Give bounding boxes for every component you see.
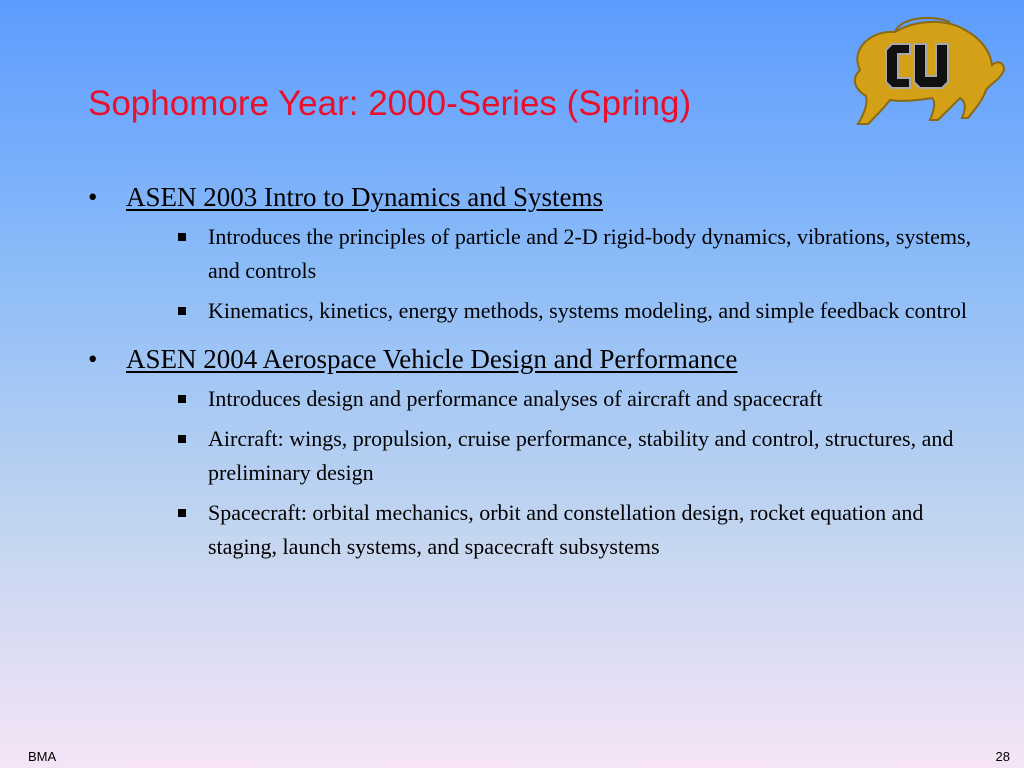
list-item <box>126 294 968 328</box>
course-item <box>88 180 972 328</box>
square-bullet-icon <box>178 307 186 315</box>
list-item <box>126 422 968 490</box>
square-bullet-icon <box>178 435 186 443</box>
course-list <box>88 180 972 570</box>
detail-text: Aircraft: wings, propulsion, cruise performance, stability and control, structures, and preliminary design <box>208 426 954 485</box>
detail-text: Spacecraft: orbital mechanics, orbit and constellation design, rocket equation and staging, launch systems, and spacecraft subsystems <box>208 500 924 559</box>
detail-text: Introduces design and performance analyses of aircraft and spacecraft <box>208 386 823 411</box>
cu-letters <box>886 44 948 88</box>
buffalo-body <box>855 22 1004 124</box>
list-item <box>126 220 972 288</box>
footer-author: BMA <box>28 749 57 764</box>
square-bullet-icon <box>178 509 186 517</box>
slide-title: Sophomore Year: 2000-Series (Spring) <box>88 84 692 123</box>
detail-text: Introduces the principles of particle and 2-D rigid-body dynamics, vibrations, systems, and controls <box>208 224 972 283</box>
cu-buffalo-logo-icon <box>840 10 1008 132</box>
course-details <box>126 220 972 328</box>
square-bullet-icon <box>178 233 186 241</box>
list-item <box>126 496 968 564</box>
square-bullet-icon <box>178 395 186 403</box>
detail-text: Kinematics, kinetics, energy methods, systems modeling, and simple feedback control <box>208 298 968 323</box>
bullet-icon: • <box>88 344 98 374</box>
list-item <box>126 382 968 416</box>
course-details <box>126 382 968 564</box>
page-number: 28 <box>995 749 1010 764</box>
course-title: ASEN 2004 Aerospace Vehicle Design and Performance <box>126 344 738 374</box>
course-item <box>88 342 968 564</box>
bullet-icon: • <box>88 182 98 212</box>
course-title: ASEN 2003 Intro to Dynamics and Systems <box>126 182 603 212</box>
